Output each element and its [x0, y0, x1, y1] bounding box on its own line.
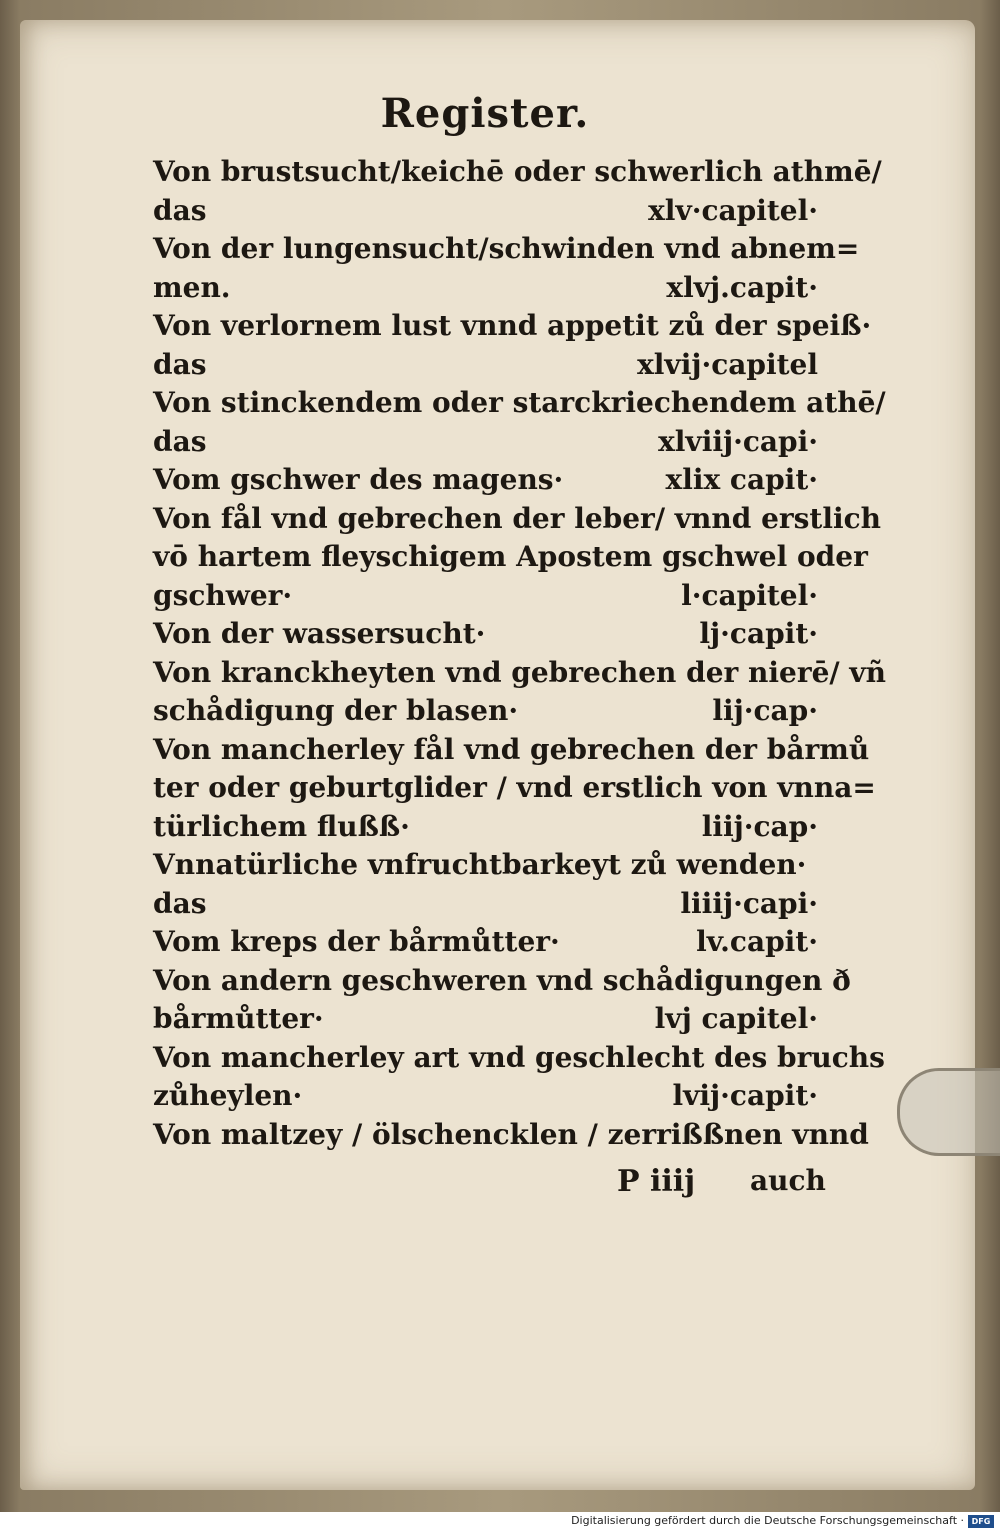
entry-text: Von stinckendem oder starckriechendem athē/	[153, 386, 886, 419]
entry-text: ter oder geburtglider / vnd erstlich von vnna=	[153, 771, 876, 804]
register-line	[153, 1077, 818, 1116]
register-line	[153, 654, 887, 693]
entry-text: türlichem flußß·	[153, 809, 410, 843]
register-line	[153, 1000, 818, 1039]
entry-text: Von der wassersucht·	[153, 617, 486, 650]
chapter-reference: lv.capit·	[696, 925, 818, 958]
register-line	[153, 307, 872, 346]
register-line	[153, 577, 818, 616]
chapter-reference: xlvij·capitel	[637, 347, 818, 381]
dfg-logo-icon: DFG	[968, 1515, 994, 1528]
entry-text: Von fål vnd gebrechen der leber/ vnnd erstlich	[153, 501, 882, 535]
entry-text: Von andern geschweren vnd schådigungen ð	[153, 963, 851, 997]
footer-bar	[0, 1512, 1000, 1532]
chapter-reference: l·capitel·	[681, 578, 818, 612]
chapter-reference: liiij·capi·	[680, 886, 818, 920]
register-line	[153, 808, 818, 847]
chapter-reference: xlvj.capit·	[666, 270, 818, 304]
register-line	[153, 769, 876, 808]
page-heading: Register.	[380, 90, 590, 137]
entry-text: Vom gschwer des magens·	[153, 463, 564, 496]
chapter-reference: liij·cap·	[701, 809, 818, 843]
register-line	[153, 346, 818, 385]
register-line	[153, 384, 886, 423]
entry-text: men.	[153, 270, 231, 304]
entry-text: das	[153, 886, 207, 920]
entry-text: vō hartem fleyschigem Apostem gschwel oder	[153, 540, 868, 573]
entry-text: Von maltzey / ölschencklen / zerrißßnen vnnd	[153, 1117, 869, 1151]
register-line	[153, 615, 818, 654]
register-line	[153, 192, 818, 231]
register-line	[153, 538, 868, 577]
entry-text: Von verlornem lust vnnd appetit zů der speiß·	[153, 309, 872, 342]
entry-text: das	[153, 193, 207, 227]
register-line	[153, 962, 851, 1001]
chapter-reference: xlviij·capi·	[658, 424, 818, 458]
register-line	[153, 269, 818, 308]
register-line	[153, 885, 818, 924]
entry-text: Vom kreps der bårmůtter·	[153, 925, 560, 958]
entry-text: das	[153, 424, 207, 458]
register-line	[153, 692, 818, 731]
register-line	[153, 923, 818, 962]
entry-text: Vnnatürliche vnfruchtbarkeyt zů wenden·	[153, 848, 807, 881]
entry-text: bårmůtter·	[153, 1002, 324, 1035]
register-line	[153, 153, 882, 192]
register-entries	[153, 153, 887, 1154]
entry-text: Von kranckheyten vnd gebrechen der nierē/ vñ	[153, 655, 887, 689]
chapter-reference: xlv·capitel·	[648, 193, 818, 227]
entry-text: gschwer·	[153, 578, 293, 612]
signature-mark: P iiij	[617, 1164, 696, 1199]
chapter-reference: lvij·capit·	[672, 1079, 818, 1112]
entry-text: zůheylen·	[153, 1079, 303, 1112]
chapter-reference: xlix capit·	[665, 463, 818, 496]
chapter-reference: lvj capitel·	[654, 1002, 818, 1035]
book-page	[20, 20, 975, 1490]
entry-text: Von der lungensucht/schwinden vnd abnem=	[153, 232, 860, 265]
register-line	[153, 461, 818, 500]
register-line	[153, 731, 870, 770]
register-line	[153, 423, 818, 462]
chapter-reference: lj·capit·	[699, 617, 818, 650]
chapter-reference: lij·cap·	[712, 694, 818, 727]
entry-text: Von brustsucht/keichē oder schwerlich athmē/	[153, 155, 882, 188]
entry-text: Von mancherley fål vnd gebrechen der bårmů	[153, 732, 870, 766]
register-line	[153, 230, 860, 269]
funding-credit: Digitalisierung gefördert durch die Deutsche Forschungsgemeinschaft ·	[571, 1514, 964, 1527]
register-line	[153, 1039, 885, 1078]
entry-text: das	[153, 347, 207, 381]
catchword: auch	[750, 1164, 826, 1197]
register-line	[153, 846, 818, 885]
register-line	[153, 500, 882, 539]
entry-text: Von mancherley art vnd geschlecht des bruchs	[153, 1040, 885, 1074]
register-line	[153, 1116, 869, 1155]
book-clasp	[897, 1068, 1000, 1156]
entry-text: schådigung der blasen·	[153, 694, 519, 727]
